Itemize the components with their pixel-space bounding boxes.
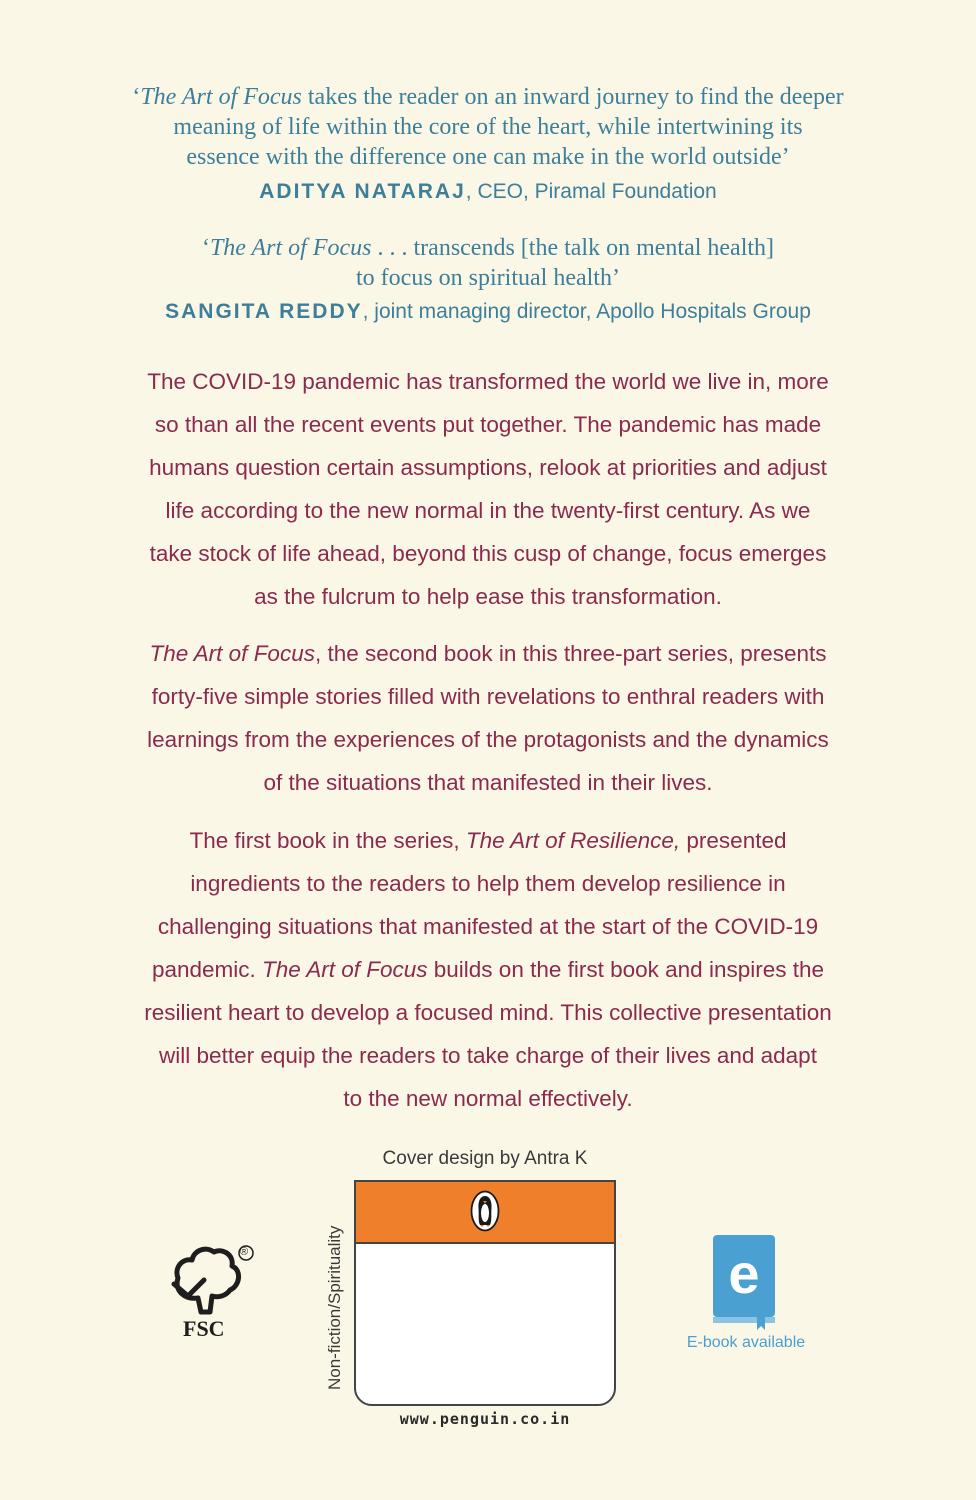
website-url: www.penguin.co.in xyxy=(399,1410,571,1428)
blurb-line: to the new normal effectively. xyxy=(343,1086,633,1111)
quote-1-attribution xyxy=(0,178,976,206)
book-title: The Art of Resilience, xyxy=(465,828,681,853)
quote-1 xyxy=(0,82,976,172)
blurb-paragraph-1 xyxy=(90,360,886,618)
blurb-line: will better equip the readers to take charge of their lives and adapt xyxy=(159,1043,817,1068)
ebook-icon xyxy=(711,1233,781,1331)
fsc-registered-mark: ® xyxy=(240,1246,249,1258)
quote-2-author: SANGITA REDDY xyxy=(165,300,363,323)
blurb-line: forty-five simple stories filled with revelations to enthral readers with xyxy=(151,684,825,709)
svg-text:e: e xyxy=(728,1242,760,1305)
quote-2-line-1: ‘The Art of Focus . . . transcends [the talk on mental health] xyxy=(201,235,775,261)
blurb-line: as the fulcrum to help ease this transformation. xyxy=(254,584,722,609)
ebook-label: E-book available xyxy=(686,1334,806,1351)
blurb-paragraph-2 xyxy=(90,632,886,804)
quote-1-line-1: ‘The Art of Focus takes the reader on an inward journey to find the deeper xyxy=(132,84,844,110)
blurb-line: The first book in the series, The Art of Resilience, presented xyxy=(189,828,787,853)
quote-2-role: , joint managing director, Apollo Hospitals Group xyxy=(362,300,811,323)
barcode-panel xyxy=(354,1180,616,1406)
cover-credit: Cover design by Antra K xyxy=(382,1148,588,1169)
penguin-logo-icon xyxy=(470,1190,500,1232)
book-title: The Art of Focus xyxy=(149,641,315,666)
blurb-line: learnings from the experiences of the protagonists and the dynamics xyxy=(147,727,829,752)
blurb-line: resilient heart to develop a focused mind. This collective presentation xyxy=(144,1000,832,1025)
blurb-line: ingredients to the readers to help them develop resilience in xyxy=(190,871,786,896)
blurb-paragraph-3 xyxy=(90,819,886,1120)
blurb-line: pandemic. The Art of Focus builds on the first book and inspires the xyxy=(151,957,825,982)
blurb-line: The Art of Focus, the second book in this three-part series, presents xyxy=(149,641,827,666)
blurb-line: of the situations that manifested in their lives. xyxy=(263,770,713,795)
genre-label: Non-fiction/Spirituality xyxy=(325,1225,344,1390)
blurb-line: life according to the new normal in the twenty-first century. As we xyxy=(165,498,811,523)
blurb-line: challenging situations that manifested at the start of the COVID-19 xyxy=(157,914,819,939)
penguin-band xyxy=(356,1182,614,1244)
quote-1-author: ADITYA NATARAJ xyxy=(259,180,466,203)
book-title: The Art of Focus xyxy=(140,84,302,110)
blurb-line: take stock of life ahead, beyond this cusp of change, focus emerges xyxy=(149,541,827,566)
blurb-line: so than all the recent events put together. The pandemic has made xyxy=(154,412,822,437)
quote-1-line-2: meaning of life within the core of the heart, while intertwining its xyxy=(173,114,803,140)
quote-2-attribution xyxy=(0,298,976,326)
quote-2 xyxy=(0,233,976,293)
fsc-label: FSC xyxy=(183,1316,225,1341)
quote-1-role: , CEO, Piramal Foundation xyxy=(465,180,717,203)
quote-1-line-3: essence with the difference one can make in the world outside’ xyxy=(186,144,790,170)
book-title: The Art of Focus xyxy=(209,235,372,261)
quote-2-line-2: to focus on spiritual health’ xyxy=(356,265,620,291)
blurb-line: humans question certain assumptions, relook at priorities and adjust xyxy=(149,455,827,480)
blurb-line: The COVID-19 pandemic has transformed the world we live in, more xyxy=(147,369,829,394)
book-title: The Art of Focus xyxy=(262,957,428,982)
